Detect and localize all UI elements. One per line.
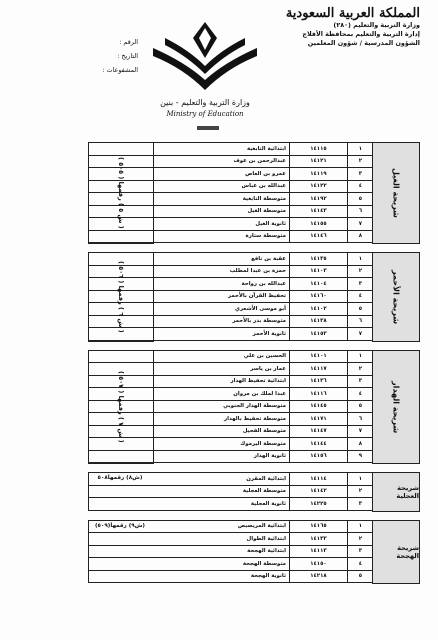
group-note-text: (ش٩) رقمها(٥٠٩) — [94, 522, 145, 529]
separator-cell — [347, 463, 373, 473]
school-name: عبدا لملك بن مروان — [89, 388, 290, 401]
group-title — [372, 472, 420, 512]
school-code: ١٤١٢١ — [289, 155, 347, 168]
group-note-text: ( ش ٥ ) رقمها ( ٥٠٥ ) — [117, 157, 125, 229]
separator-cell — [89, 510, 290, 520]
group-note — [88, 520, 152, 533]
school-name: عبدالله بن عباس — [89, 180, 290, 193]
row-number: ٩ — [347, 450, 373, 463]
school-code: ١٤١٣٣ — [289, 533, 347, 546]
school-code: ١٤١٠٢ — [289, 303, 347, 316]
school-name: متوسطة اليرموك — [89, 438, 290, 451]
school-name: ابتدائية تحفيظ الهدار — [89, 375, 290, 388]
row-number: ٨ — [347, 438, 373, 451]
school-code: ١٤١١٣ — [289, 545, 347, 558]
ref-attachments-row — [18, 66, 138, 74]
separator-cell — [289, 340, 347, 350]
separator-cell — [289, 243, 347, 253]
school-code: ١٤١٦٠ — [289, 290, 347, 303]
row-number: ١ — [347, 143, 373, 156]
separator-cell — [289, 510, 347, 520]
letterhead — [270, 6, 420, 48]
ministry-name-en: Ministry of Education — [166, 110, 244, 118]
row-number: ٦ — [347, 205, 373, 218]
school-code: ١٤١٩٢ — [289, 193, 347, 206]
row-number: ٤ — [347, 558, 373, 571]
group-note-text: ( ش ٧ ) رقمها ( ٥٠٧ ) — [117, 370, 125, 443]
header-line: إدارة التربية والتعليم بمحافظة الأفلاج — [302, 30, 420, 38]
header-line: الشؤون المدرسية / شؤون المعلمين — [307, 39, 420, 47]
row-number: ٨ — [347, 230, 373, 243]
school-name: ابتدائية النابغية — [89, 143, 290, 156]
school-name: ابتدائية الطوال — [89, 533, 290, 546]
stamp-mark — [197, 126, 219, 130]
row-number: ١ — [347, 520, 373, 533]
separator-cell — [89, 340, 290, 350]
school-code: ١٤١٠٤ — [289, 278, 347, 291]
school-name: متوسطة الهدار الجنوبي — [89, 400, 290, 413]
ref-number-row — [18, 38, 138, 46]
school-code: ١٤١٤٦ — [289, 230, 347, 243]
row-number: ٣ — [347, 545, 373, 558]
group-title-text: شريحة العجلية — [396, 483, 419, 500]
school-name: متوسطة ستارة — [89, 230, 290, 243]
row-number: ١ — [347, 350, 373, 363]
school-name: متوسطة الغيل — [89, 205, 290, 218]
separator-cell — [347, 510, 373, 520]
group-title-text: شريحة الأحمر — [391, 269, 401, 324]
school-name: متوسطة العجلية — [89, 485, 290, 498]
separator-cell — [89, 243, 290, 253]
school-code: ١٤١٤٣ — [289, 205, 347, 218]
table-row — [89, 558, 374, 571]
ref-date-row — [18, 52, 138, 60]
row-number: ٧ — [347, 328, 373, 341]
school-name: عمار بن ياسر — [89, 363, 290, 376]
row-number: ٢ — [347, 485, 373, 498]
school-name: متوسطة الفحيل — [89, 425, 290, 438]
school-code: ١٤٢٢٥ — [289, 498, 347, 511]
row-number: ٢ — [347, 533, 373, 546]
row-number: ٥ — [347, 303, 373, 316]
row-number: ١ — [347, 253, 373, 266]
row-number: ١ — [347, 473, 373, 486]
school-code: ١٤١٥٦ — [289, 450, 347, 463]
school-name: أبو موسى الأشعري — [89, 303, 290, 316]
group-title-text: شريحة الهدار — [391, 380, 401, 433]
school-name: ابتدائية المقرن — [89, 473, 290, 486]
school-code: ١٤١٣٨ — [289, 315, 347, 328]
school-code: ١٤١٣٥ — [289, 253, 347, 266]
group-separator — [89, 340, 374, 350]
group-title — [372, 350, 420, 465]
row-number: ٤ — [347, 388, 373, 401]
row-number: ٥ — [347, 193, 373, 206]
separator-cell — [289, 463, 347, 473]
school-name: حمزة بن عبدا لمطلب — [89, 265, 290, 278]
row-number: ٧ — [347, 425, 373, 438]
school-name: متوسطة النابغية — [89, 193, 290, 206]
school-code: ١٤١١٥ — [289, 143, 347, 156]
table-row — [89, 498, 374, 511]
school-name: عقبة بن نافع — [89, 253, 290, 266]
row-number: ٣ — [347, 168, 373, 181]
row-number: ٣ — [347, 375, 373, 388]
school-name: متوسطة بدر بالأحمر — [89, 315, 290, 328]
separator-cell — [89, 463, 290, 473]
table-row — [89, 545, 374, 558]
separator-cell — [347, 340, 373, 350]
school-name: ثانوية الهجحة — [89, 570, 290, 583]
ref-date-label: التاريخ : — [117, 52, 138, 60]
group-note — [88, 350, 154, 465]
group-title — [372, 520, 420, 585]
school-code: ١٤١٦٥ — [289, 520, 347, 533]
group-note — [88, 472, 152, 485]
school-name: متوسطة الهجحة — [89, 558, 290, 571]
row-number: ٣ — [347, 278, 373, 291]
school-code: ١٤١٠١ — [289, 350, 347, 363]
group-title-text: شريحة الغيل — [391, 168, 401, 218]
group-title-text: شريحة الهجحة — [396, 543, 419, 560]
ref-number-label: الرقم : — [119, 38, 138, 46]
school-code: ١٤١٧١ — [289, 413, 347, 426]
table-row — [89, 570, 374, 583]
school-name: ابتدائية الهجحة — [89, 545, 290, 558]
school-name: ثانوية الغيل — [89, 218, 290, 231]
school-name: ثانوية الهدار — [89, 450, 290, 463]
school-code: ١٤١٤٢ — [289, 485, 347, 498]
group-note-text: ( ش ٦ ) رقمها ( ٥٠٦ ) — [117, 260, 125, 333]
group-title — [372, 252, 420, 342]
group-separator — [89, 463, 374, 473]
school-code: ١٤١١٤ — [289, 473, 347, 486]
header-line: وزارة التربية والتعليم (٢٨٠) — [333, 21, 420, 29]
school-code: ١٤١١٦ — [289, 388, 347, 401]
ref-attachments-label: المشفوعات : — [102, 66, 138, 74]
school-name: تحفيظ القرآن بالأحمر — [89, 290, 290, 303]
school-code: ١٤١٥٣ — [289, 328, 347, 341]
row-number: ٤ — [347, 290, 373, 303]
school-name: عبدالرحمن بن عوف — [89, 155, 290, 168]
table-row — [89, 485, 374, 498]
school-name: الحسين بن علي — [89, 350, 290, 363]
row-number: ٦ — [347, 413, 373, 426]
kingdom-title: المملكة العربية السعودية — [285, 6, 420, 21]
school-code: ١٤٢١٨ — [289, 570, 347, 583]
school-name: ثانوية العجلية — [89, 498, 290, 511]
school-name: عمرو بن العاص — [89, 168, 290, 181]
separator-cell — [347, 243, 373, 253]
row-number: ٣ — [347, 498, 373, 511]
group-separator — [89, 243, 374, 253]
school-code: ١٤١٤٤ — [289, 438, 347, 451]
reference-fields — [18, 38, 138, 80]
group-title — [372, 142, 420, 244]
school-code: ١٤١٥٥ — [289, 218, 347, 231]
school-code: ١٤١٤٥ — [289, 400, 347, 413]
school-code: ١٤١٢٢ — [289, 180, 347, 193]
ministry-logo-icon — [145, 18, 265, 94]
school-name: ثانوية الأحمر — [89, 328, 290, 341]
row-number: ٦ — [347, 315, 373, 328]
school-code: ١٤١١٩ — [289, 168, 347, 181]
group-note-text: (ش٨) رقمها٥٠٨ — [97, 475, 143, 482]
group-note — [88, 142, 154, 244]
row-number: ٢ — [347, 265, 373, 278]
school-name: عبدالله بن رواحة — [89, 278, 290, 291]
group-note — [88, 252, 154, 342]
row-number: ٢ — [347, 363, 373, 376]
row-number: ٤ — [347, 180, 373, 193]
school-name: ابتدائية المريصيص — [89, 520, 290, 533]
row-number: ٢ — [347, 155, 373, 168]
school-code: ١٤١٠٣ — [289, 265, 347, 278]
school-code: ١٤١٥٠ — [289, 558, 347, 571]
school-code: ١٤١٣٦ — [289, 375, 347, 388]
school-code: ١٤١١٧ — [289, 363, 347, 376]
group-separator — [89, 510, 374, 520]
row-number: ٥ — [347, 570, 373, 583]
row-number: ٧ — [347, 218, 373, 231]
table-row — [89, 533, 374, 546]
school-code: ١٤١٤٧ — [289, 425, 347, 438]
ministry-name-ar: وزارة التربية والتعليم - بنين — [160, 98, 250, 107]
school-name: متوسطة تحفيظ بالهدار — [89, 413, 290, 426]
row-number: ٥ — [347, 400, 373, 413]
